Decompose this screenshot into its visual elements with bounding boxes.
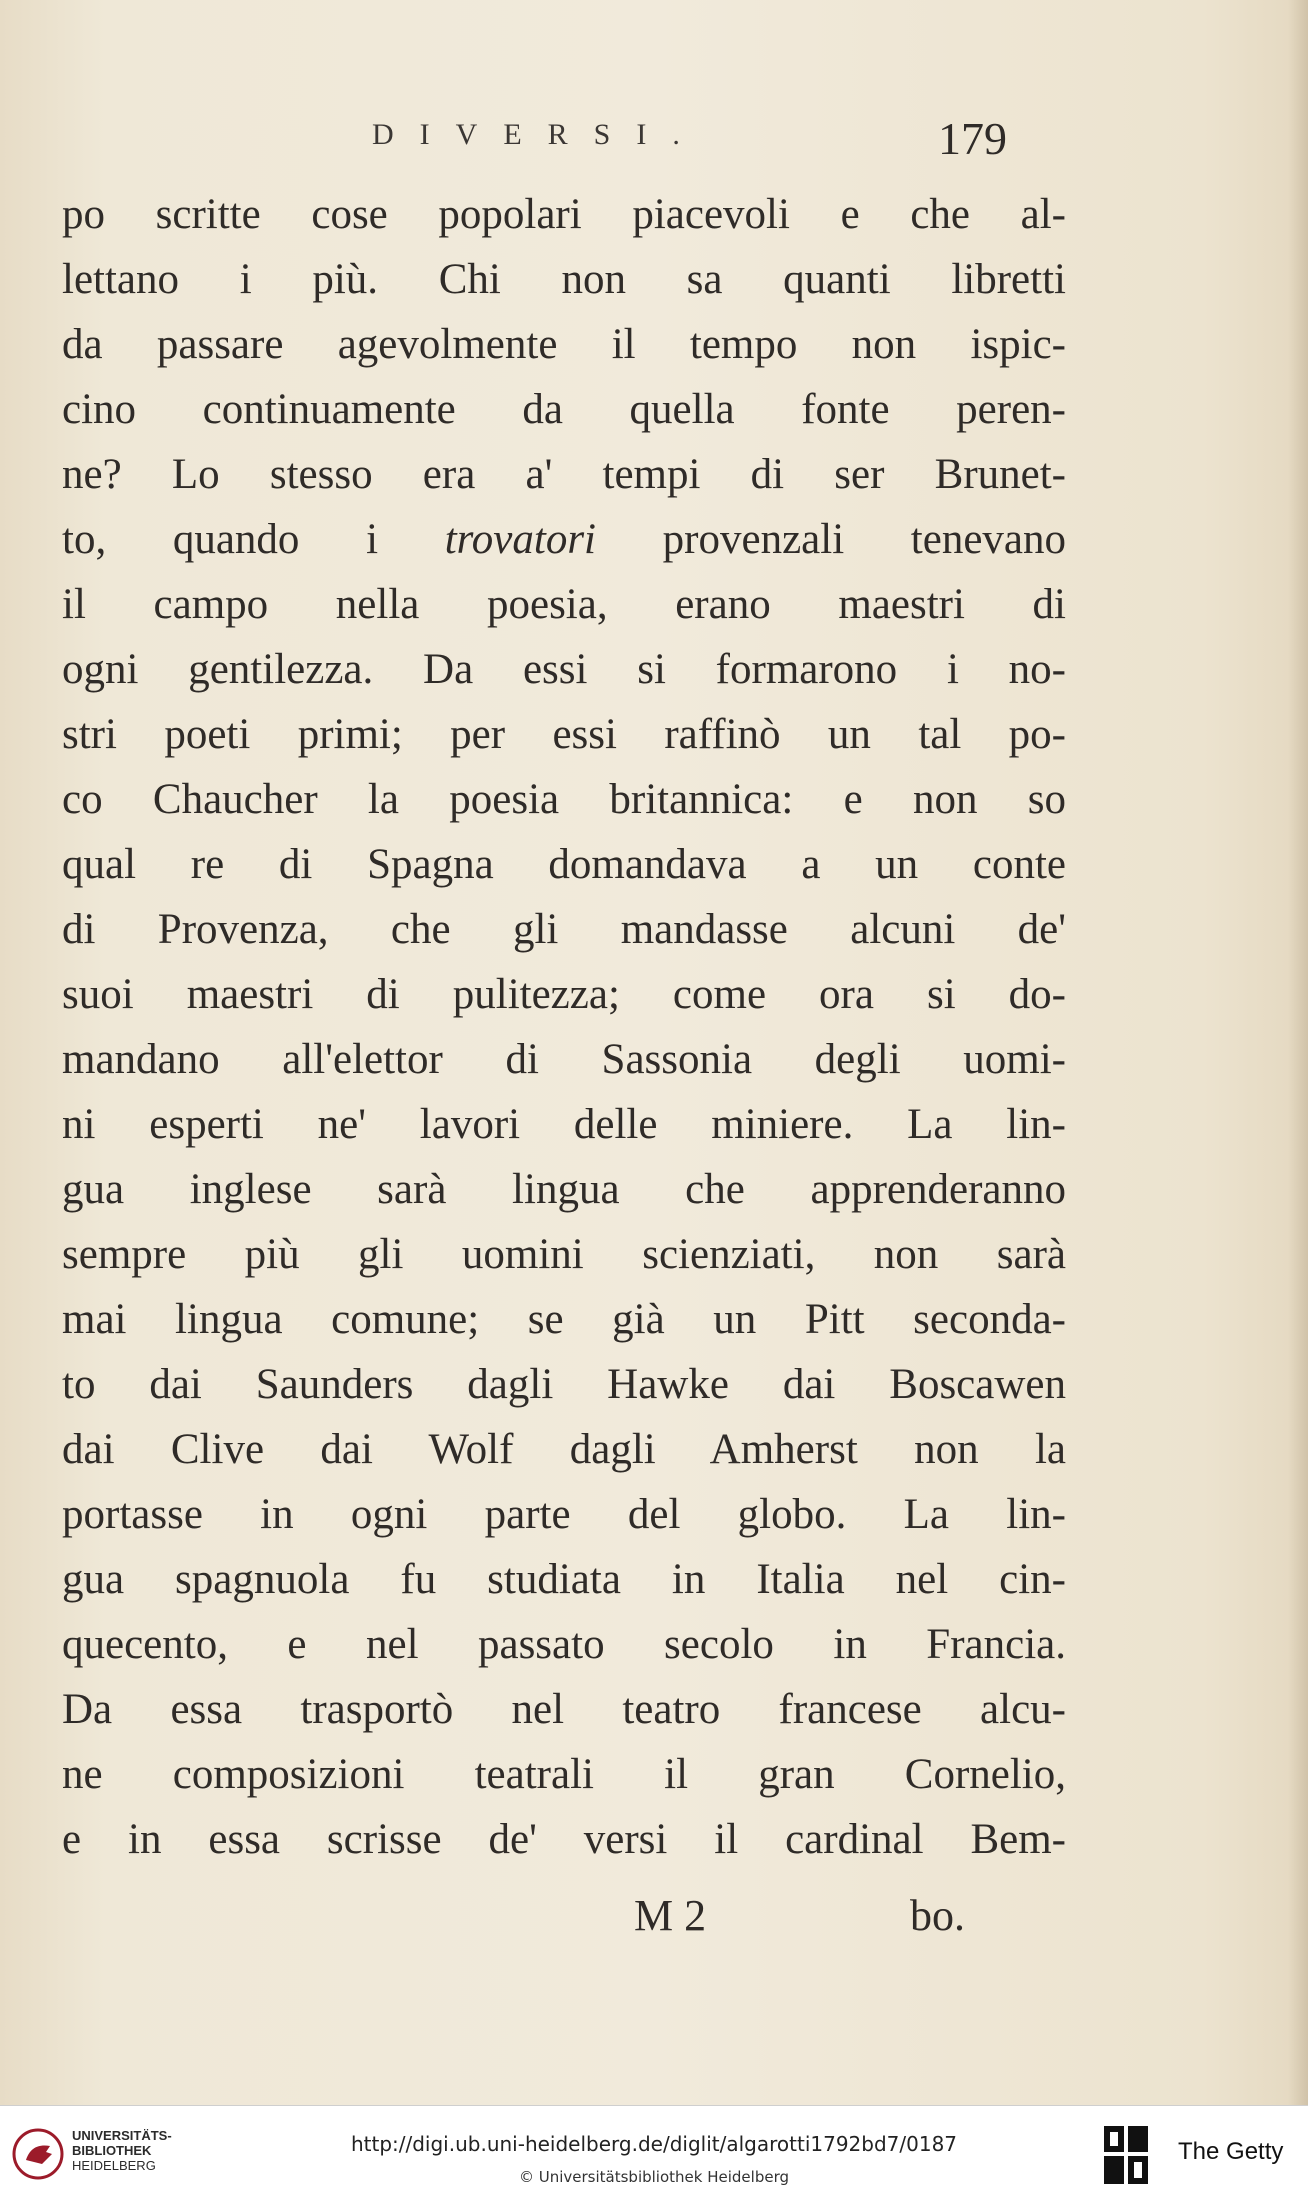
text-line: Da essa trasportò nel teatro francese alcu- [62,1686,1066,1733]
italic-term: trovatori [444,516,597,563]
text-line: suoi maestri di pulitezza; come ora si do- [62,971,1066,1018]
text-line: ni esperti ne' lavori delle miniere. La lin- [62,1101,1066,1148]
permalink-url[interactable]: http://digi.ub.uni-heidelberg.de/diglit/algarotti1792bd7/0187 [350,2132,958,2156]
running-head: DIVERSI. [372,118,706,151]
text-line: di Provenza, che gli mandasse alcuni de' [62,906,1066,953]
text-line: co Chaucher la poesia britannica: e non so [62,776,1066,823]
text-line: lettano i più. Chi non sa quanti libretti [62,256,1066,303]
text-line: quecento, e nel passato secolo in Francia. [62,1621,1066,1668]
text-line: portasse in ogni parte del globo. La lin- [62,1491,1066,1538]
page-number: 179 [938,113,1007,164]
library-name-line-2: BIBLIOTHEK [72,2143,152,2158]
getty-logo-icon [1102,2124,1150,2186]
viewer-footer [0,2105,1308,2201]
text-line: da passare agevolmente il tempo non ispic- [62,321,1066,368]
text-line: cino continuamente da quella fonte peren- [62,386,1066,433]
text-line: mandano all'elettor di Sassonia degli uomi- [62,1036,1066,1083]
text-line: gua spagnuola fu studiata in Italia nel cin- [62,1556,1066,1603]
text-line: e in essa scrisse de' versi il cardinal Bem- [62,1816,1066,1863]
text-line: qual re di Spagna domandava a un conte [62,841,1066,888]
text-line: gua inglese sarà lingua che apprenderanno [62,1166,1066,1213]
text-line: sempre più gli uomini scienziati, non sarà [62,1231,1066,1278]
catchword: bo. [910,1891,965,1940]
text-line: dai Clive dai Wolf dagli Amherst non la [62,1426,1066,1473]
text-line: ogni gentilezza. Da essi si formarono i no- [62,646,1066,693]
text-line: ne? Lo stesso era a' tempi di ser Brunet- [62,451,1066,498]
page-edge-shadow [1288,0,1308,2105]
library-name-line-3: HEIDELBERG [72,2158,156,2173]
body-text [62,182,1066,1872]
text-line: to, quando i trovatori provenzali tenevano [62,516,1066,563]
library-name-line-1: UNIVERSITÄTS- [72,2128,172,2143]
getty-sponsor: The Getty [1178,2138,1284,2165]
text-line: stri poeti primi; per essi raffinò un tal po- [62,711,1066,758]
text-line: il campo nella poesia, erano maestri di [62,581,1066,628]
text-line: ne composizioni teatrali il gran Cornelio, [62,1751,1066,1798]
text-line: to dai Saunders dagli Hawke dai Boscawen [62,1361,1066,1408]
text-line: po scritte cose popolari piacevoli e che al- [62,191,1066,238]
printer-signature: M 2 [634,1891,707,1940]
copyright-notice: © Universitätsbibliothek Heidelberg [518,2168,789,2186]
text-line: mai lingua comune; se già un Pitt seconda- [62,1296,1066,1343]
